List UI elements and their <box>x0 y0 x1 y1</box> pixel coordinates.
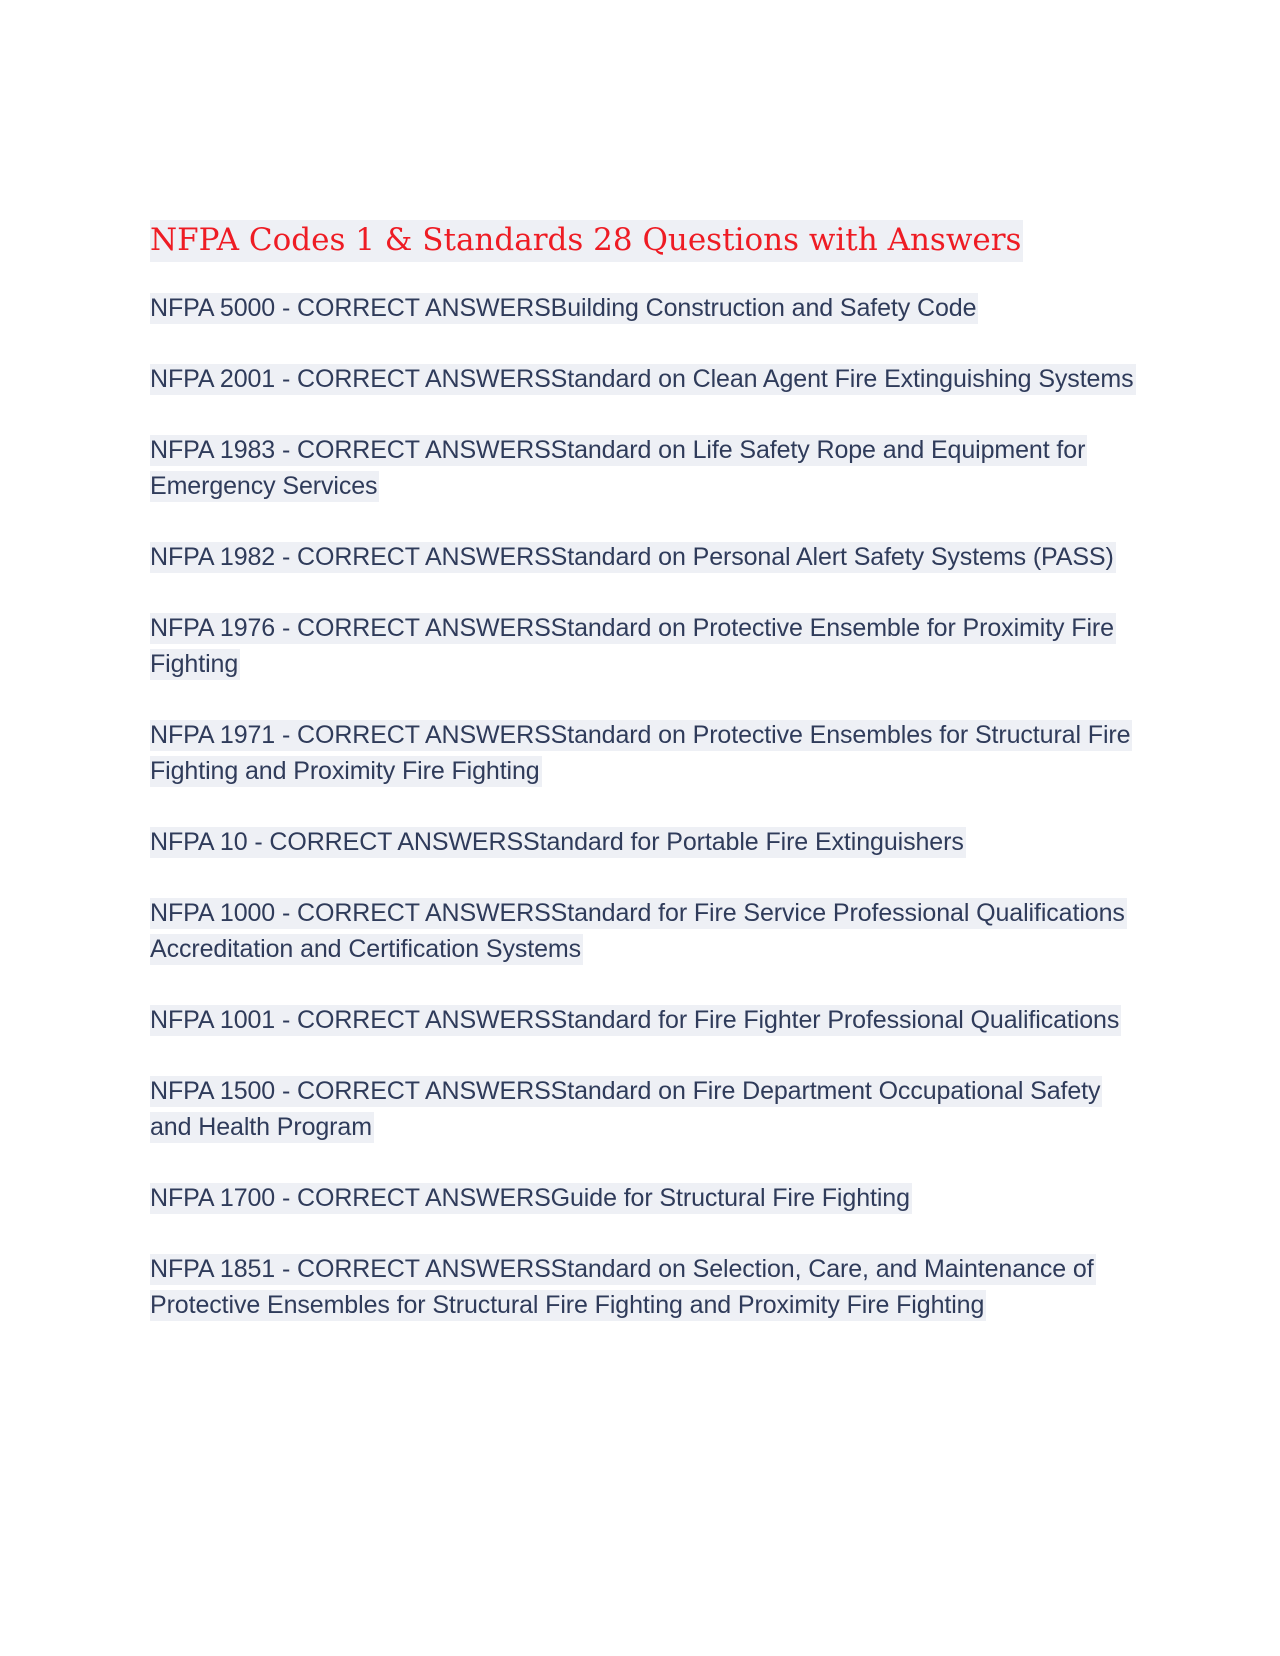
qa-entry <box>150 1251 1140 1323</box>
entry-answer: Standard for Fire Service Professional Qualifications Accreditation and Certification Systems <box>150 899 1125 963</box>
qa-entry <box>150 539 1140 575</box>
entry-answer: Standard on Protective Ensembles for Structural Fire Fighting and Proximity Fire Fighting <box>150 721 1131 785</box>
qa-entry <box>150 1002 1140 1038</box>
entry-answer: Standard on Personal Alert Safety Systems (PASS) <box>550 543 1114 571</box>
entry-question: NFPA 10 - CORRECT ANSWERS <box>150 828 524 856</box>
entry-question: NFPA 1971 - CORRECT ANSWERS <box>150 721 551 749</box>
document-title <box>150 218 1140 262</box>
qa-entry <box>150 895 1140 967</box>
entry-answer: Standard for Portable Fire Extinguishers <box>523 828 964 856</box>
document-title-text: NFPA Codes 1 & Standards 28 Questions with Answers <box>150 220 1023 262</box>
entry-answer: Building Construction and Safety Code <box>550 294 977 322</box>
entry-question: NFPA 1001 - CORRECT ANSWERS <box>150 1006 551 1034</box>
entry-question: NFPA 2001 - CORRECT ANSWERS <box>150 365 551 393</box>
qa-entry <box>150 432 1140 504</box>
entry-question: NFPA 1976 - CORRECT ANSWERS <box>150 614 551 642</box>
qa-entry <box>150 361 1140 397</box>
entry-answer: Standard on Life Safety Rope and Equipment for Emergency Services <box>150 436 1086 500</box>
entry-question: NFPA 1983 - CORRECT ANSWERS <box>150 436 551 464</box>
entry-question: NFPA 1982 - CORRECT ANSWERS <box>150 543 551 571</box>
entry-question: NFPA 1700 - CORRECT ANSWERS <box>150 1184 551 1212</box>
entry-answer: Standard for Fire Fighter Professional Qualifications <box>550 1006 1120 1034</box>
qa-entry <box>150 610 1140 682</box>
entry-answer: Standard on Fire Department Occupational Safety and Health Program <box>150 1077 1101 1141</box>
document-content <box>150 218 1140 1358</box>
entry-answer: Standard on Protective Ensemble for Proximity Fire Fighting <box>150 614 1114 678</box>
entry-question: NFPA 1500 - CORRECT ANSWERS <box>150 1077 551 1105</box>
qa-entry <box>150 717 1140 789</box>
entry-question: NFPA 1000 - CORRECT ANSWERS <box>150 899 551 927</box>
qa-entry <box>150 1073 1140 1145</box>
qa-entry <box>150 824 1140 860</box>
entry-question: NFPA 1851 - CORRECT ANSWERS <box>150 1255 551 1283</box>
qa-entry <box>150 290 1140 326</box>
entry-answer: Standard on Clean Agent Fire Extinguishing Systems <box>550 365 1134 393</box>
entry-question: NFPA 5000 - CORRECT ANSWERS <box>150 294 551 322</box>
entry-answer: Standard on Selection, Care, and Maintenance of Protective Ensembles for Structural Fire Fighting and Proximity Fire Fighting <box>150 1255 1094 1319</box>
qa-entry <box>150 1180 1140 1216</box>
entry-answer: Guide for Structural Fire Fighting <box>550 1184 910 1212</box>
